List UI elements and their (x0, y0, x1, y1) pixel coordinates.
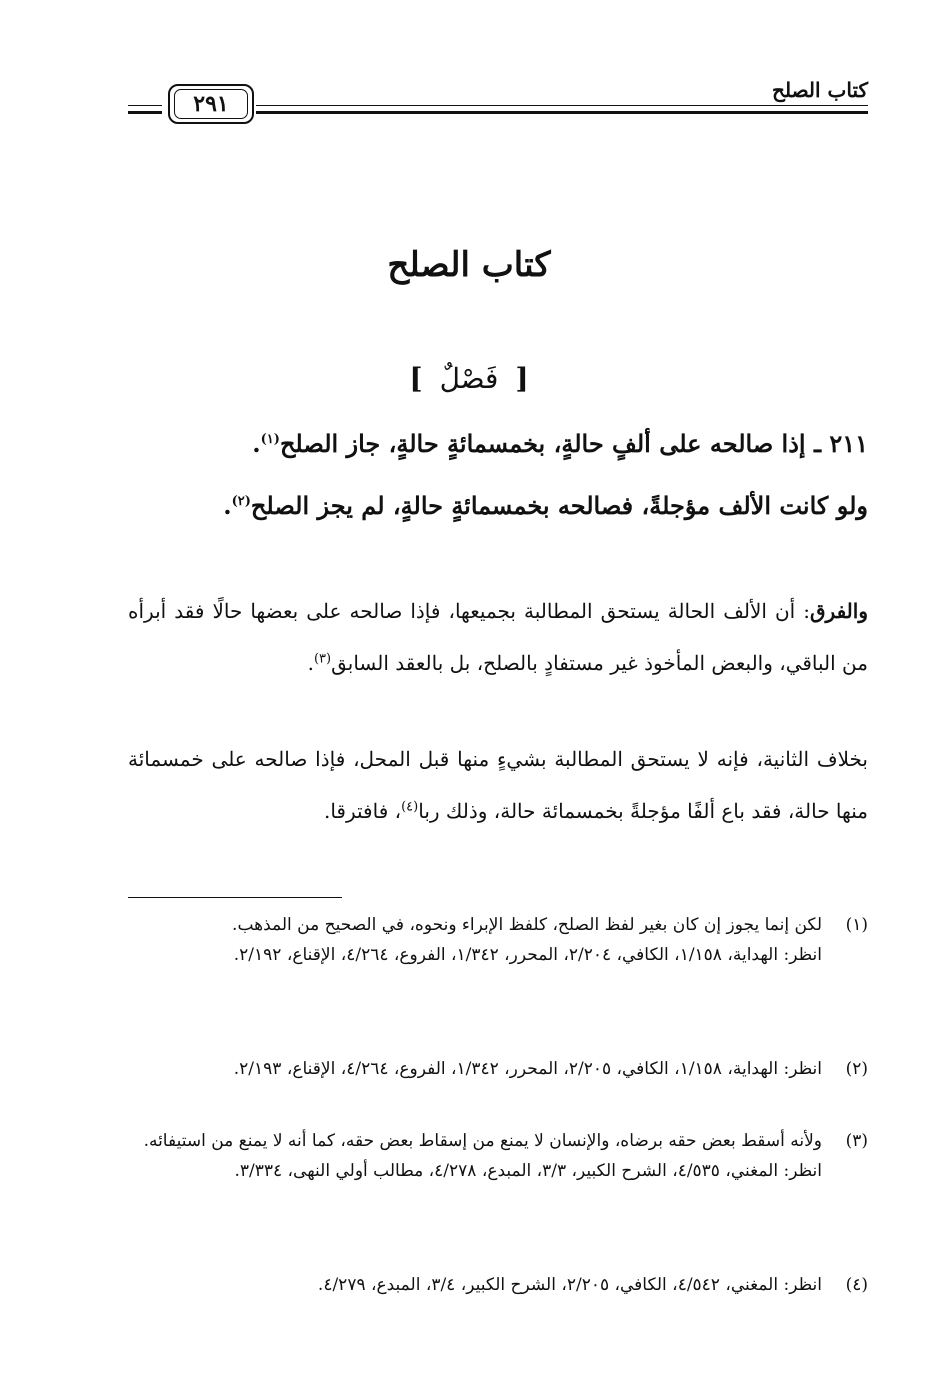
sentence-end: . (223, 491, 232, 520)
footnote-sources: انظر: المغني، ٤/٥٣٥، الشرح الكبير، ٣/٣، المبدع، ٤/٢٧٨، مطالب أولي النهى، ٣/٣٣٤. (234, 1161, 822, 1181)
contrast-paragraph (128, 733, 868, 837)
issue-number: ٢١١ ـ (813, 429, 868, 458)
contrast-text: بخلاف الثانية، فإنه لا يستحق المطالبة بشيءٍ منها قبل المحل، فإذا صالحه على خمسمائة منها حالة، فقد باع ألفًا مؤجلةً بخمسمائة حالة، وذلك ربا (128, 747, 868, 823)
section-heading (0, 362, 938, 395)
footnote-text: ولأنه أسقط بعض حقه برضاه، والإنسان لا يمنع من إسقاط بعض حقه، كما أنه لا يمنع من استيفائه. (143, 1131, 822, 1151)
sentence-end: . (252, 429, 261, 458)
footnote-separator (128, 897, 342, 898)
footnote-ref-1[interactable]: (١) (260, 432, 280, 447)
difference-lead: والفرق (810, 599, 868, 623)
footnote-marker: (٤) (845, 1275, 868, 1295)
footnote-marker: (٢) (845, 1059, 868, 1079)
issue-text: إذا صالحه على ألفٍ حالةٍ، بخمسمائةٍ حالةٍ، جاز الصلح (279, 429, 806, 458)
footnote-ref-3[interactable]: (٣) (313, 651, 332, 667)
footnote-3 (128, 1126, 868, 1186)
issue-text: ولو كانت الألف مؤجلةً، فصالحه بخمسمائةٍ حالةٍ، لم يجز الصلح (250, 491, 868, 520)
difference-text: : أن الألف الحالة يستحق المطالبة بجميعها، فإذا صالحه على بعضها حالًا فقد أبرأه من الباقي، والبعض المأخوذ غير مستفادٍ بالصلح، بل بالعقد السابق (128, 599, 868, 675)
sentence-end: ، فافترقا. (323, 799, 402, 823)
sentence-end: . (307, 651, 314, 675)
bracket-close: ] (409, 362, 423, 395)
issue-paragraph-2 (128, 480, 868, 532)
chapter-title: كتاب الصلح (387, 245, 551, 285)
footnote-4 (128, 1270, 868, 1300)
bracket-open: [ (515, 362, 529, 395)
issue-paragraph-1 (128, 418, 868, 470)
footnote-text: انظر: المغني، ٤/٥٤٢، الكافي، ٢/٢٠٥، الشرح الكبير، ٣/٤، المبدع، ٤/٢٧٩. (317, 1275, 822, 1295)
footnote-sources: انظر: الهداية، ١/١٥٨، الكافي، ٢/٢٠٤، المحرر، ١/٣٤٢، الفروع، ٤/٢٦٤، الإقناع، ٢/١٩٢. (233, 945, 822, 965)
page-number-frame (168, 84, 254, 124)
footnote-ref-4[interactable]: (٤) (401, 799, 419, 815)
page-number: ٢٩١ (193, 91, 229, 117)
difference-paragraph (128, 585, 868, 689)
running-title: كتاب الصلح (772, 78, 868, 102)
footnote-text: لكن إنما يجوز إن كان بغير لفظ الصلح، كلفظ الإبراء ونحوه، في الصحيح من المذهب. (232, 915, 822, 935)
section-heading-text: فَصْلٌ (439, 362, 499, 395)
footnote-2 (128, 1054, 868, 1084)
footnote-ref-2[interactable]: (٢) (231, 494, 251, 509)
footnote-text: انظر: الهداية، ١/١٥٨، الكافي، ٢/٢٠٥، المحرر، ١/٣٤٢، الفروع، ٤/٢٦٤، الإقناع، ٢/١٩٣. (233, 1059, 822, 1079)
footnote-1 (128, 910, 868, 970)
footnote-marker: (١) (845, 915, 868, 935)
footnote-marker: (٣) (845, 1131, 868, 1151)
